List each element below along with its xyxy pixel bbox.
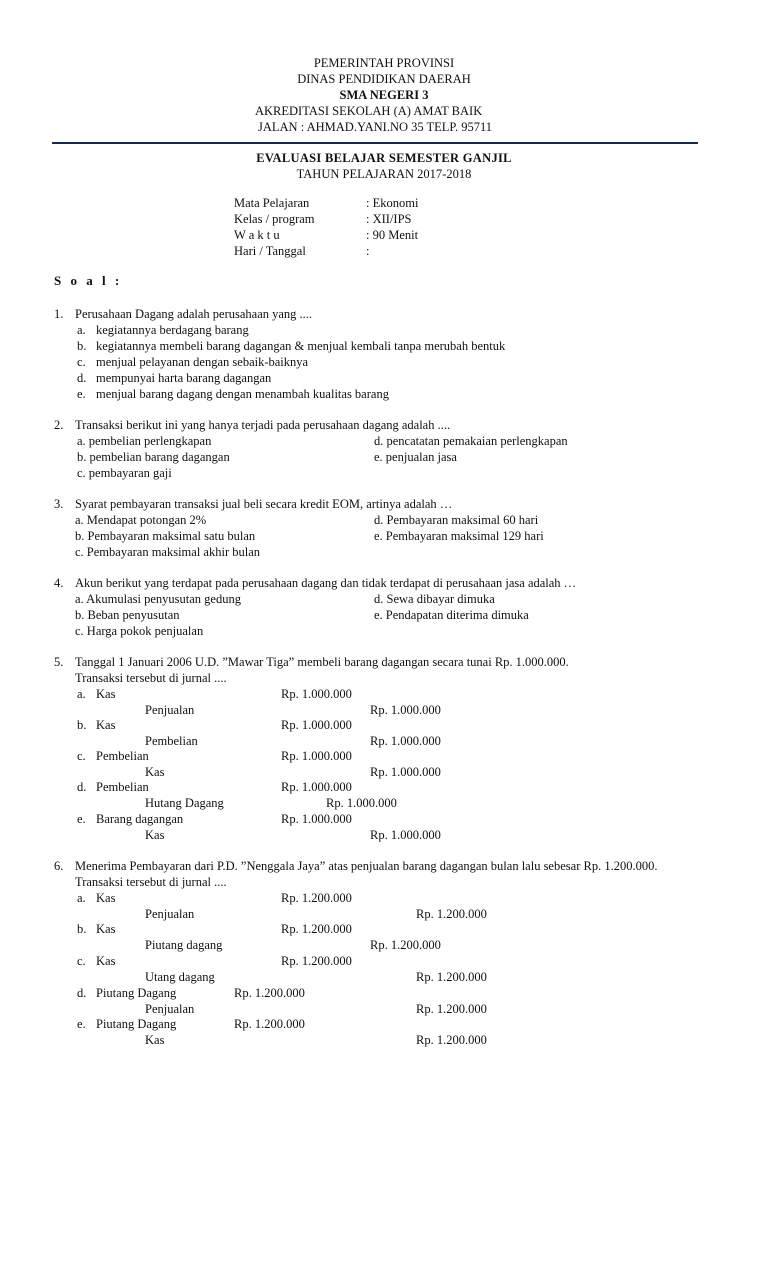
option-letter: a. (77, 323, 86, 337)
journal-credit-amount: Rp. 1.200.000 (416, 970, 487, 984)
option-letter: e. (77, 1017, 86, 1031)
option-letter: c. (77, 749, 86, 763)
option-letter: d. (77, 986, 87, 1000)
question-text: Syarat pembayaran transaksi jual beli secara kredit EOM, artinya adalah … (75, 497, 453, 511)
option-b: b. Beban penyusutan (75, 608, 180, 622)
option-text: kegiatannya membeli barang dagangan & menjual kembali tanpa merubah bentuk (96, 339, 506, 353)
option-b: b. pembelian barang dagangan (77, 450, 230, 464)
question-number: 6. (54, 859, 64, 873)
option-letter: b. (77, 718, 87, 732)
journal-credit-account: Hutang Dagang (145, 796, 224, 810)
soal-heading: S o a l : (54, 273, 123, 288)
exam-title: EVALUASI BELAJAR SEMESTER GANJIL (256, 151, 512, 165)
header-school-name: SMA NEGERI 3 (339, 88, 429, 102)
option-c: c. Pembayaran maksimal akhir bulan (75, 545, 261, 559)
info-label: Kelas / program (234, 212, 315, 226)
journal-debit-account: Piutang Dagang (96, 986, 177, 1000)
journal-debit-account: Kas (96, 954, 116, 968)
info-value: : Ekonomi (366, 196, 419, 210)
journal-debit-amount: Rp. 1.200.000 (281, 922, 352, 936)
option-letter: e. (77, 812, 86, 826)
journal-credit-account: Utang dagang (145, 970, 215, 984)
journal-credit-amount: Rp. 1.000.000 (370, 828, 441, 842)
question-text-line2: Transaksi tersebut di jurnal .... (75, 671, 227, 685)
journal-credit-account: Kas (145, 765, 165, 779)
info-label: Mata Pelajaran (234, 196, 310, 210)
option-e: e. Pembayaran maksimal 129 hari (374, 529, 544, 543)
journal-debit-amount: Rp. 1.000.000 (281, 812, 352, 826)
option-b: b. Pembayaran maksimal satu bulan (75, 529, 256, 543)
question-text-line2: Transaksi tersebut di jurnal .... (75, 875, 227, 889)
option-letter: e. (77, 387, 86, 401)
header-address: JALAN : AHMAD.YANI.NO 35 TELP. 95711 (258, 120, 493, 134)
question-number: 5. (54, 655, 64, 669)
question-text: Akun berikut yang terdapat pada perusahaan dagang dan tidak terdapat di perusahaan jasa adalah … (75, 576, 577, 590)
journal-debit-amount: Rp. 1.200.000 (234, 986, 305, 1000)
journal-credit-amount: Rp. 1.000.000 (370, 765, 441, 779)
option-letter: c. (77, 355, 86, 369)
journal-debit-account: Kas (96, 718, 116, 732)
journal-credit-account: Penjualan (145, 1002, 195, 1016)
question-number: 3. (54, 497, 64, 511)
option-e: e. penjualan jasa (374, 450, 457, 464)
question-text: Tanggal 1 Januari 2006 U.D. ”Mawar Tiga” membeli barang dagangan secara tunai Rp. 1.000.000. (75, 655, 569, 669)
option-a: a. Mendapat potongan 2% (75, 513, 207, 527)
option-d: d. pencatatan pemakaian perlengkapan (374, 434, 568, 448)
journal-credit-amount: Rp. 1.200.000 (416, 1002, 487, 1016)
info-label: W a k t u (234, 228, 280, 242)
question-text: Menerima Pembayaran dari P.D. ”Nenggala Jaya” atas penjualan barang dagangan bulan lalu sebesar Rp. 1.200.000. (75, 859, 658, 873)
journal-debit-amount: Rp. 1.200.000 (281, 954, 352, 968)
option-letter: b. (77, 922, 87, 936)
info-label: Hari / Tanggal (234, 244, 306, 258)
journal-debit-account: Kas (96, 891, 116, 905)
journal-debit-account: Barang dagangan (96, 812, 184, 826)
info-value: : (366, 244, 370, 258)
option-letter: d. (77, 780, 87, 794)
question-text: Transaksi berikut ini yang hanya terjadi pada perusahaan dagang adalah .... (75, 418, 451, 432)
exam-year: TAHUN PELAJARAN 2017-2018 (296, 167, 472, 181)
option-text: kegiatannya berdagang barang (96, 323, 249, 337)
journal-credit-account: Penjualan (145, 907, 195, 921)
journal-debit-amount: Rp. 1.200.000 (281, 891, 352, 905)
journal-credit-amount: Rp. 1.000.000 (370, 734, 441, 748)
journal-credit-amount: Rp. 1.200.000 (416, 907, 487, 921)
option-letter: b. (77, 339, 87, 353)
info-value: : XII/IPS (366, 212, 412, 226)
journal-debit-account: Pembelian (96, 749, 149, 763)
option-c: c. Harga pokok penjualan (75, 624, 204, 638)
journal-debit-account: Kas (96, 922, 116, 936)
option-a: a. pembelian perlengkapan (77, 434, 212, 448)
option-a: a. Akumulasi penyusutan gedung (75, 592, 241, 606)
journal-credit-amount: Rp. 1.000.000 (326, 796, 397, 810)
option-text: menjual barang dagang dengan menambah kualitas barang (96, 387, 389, 401)
option-e: e. Pendapatan diterima dimuka (374, 608, 529, 622)
option-text: mempunyai harta barang dagangan (96, 371, 272, 385)
info-value: : 90 Menit (366, 228, 419, 242)
header-line-province: PEMERINTAH PROVINSI (313, 56, 455, 70)
journal-credit-amount: Rp. 1.000.000 (370, 703, 441, 717)
journal-credit-account: Pembelian (145, 734, 198, 748)
journal-debit-account: Kas (96, 687, 116, 701)
question-text: Perusahaan Dagang adalah perusahaan yang .... (75, 307, 313, 321)
journal-credit-amount: Rp. 1.200.000 (416, 1033, 487, 1047)
option-letter: c. (77, 954, 86, 968)
journal-debit-account: Pembelian (96, 780, 149, 794)
journal-debit-amount: Rp. 1.000.000 (281, 749, 352, 763)
journal-debit-account: Piutang Dagang (96, 1017, 177, 1031)
journal-credit-account: Kas (145, 1033, 165, 1047)
option-letter: d. (77, 371, 87, 385)
journal-debit-amount: Rp. 1.000.000 (281, 687, 352, 701)
journal-credit-amount: Rp. 1.200.000 (370, 938, 441, 952)
question-number: 4. (54, 576, 64, 590)
header-divider (52, 142, 698, 144)
journal-credit-account: Piutang dagang (145, 938, 223, 952)
journal-credit-account: Penjualan (145, 703, 195, 717)
journal-credit-account: Kas (145, 828, 165, 842)
option-c: c. pembayaran gaji (77, 466, 172, 480)
question-number: 1. (54, 307, 64, 321)
option-d: d. Sewa dibayar dimuka (374, 592, 495, 606)
option-text: menjual pelayanan dengan sebaik-baiknya (96, 355, 309, 369)
journal-debit-amount: Rp. 1.000.000 (281, 718, 352, 732)
option-letter: a. (77, 891, 86, 905)
option-d: d. Pembayaran maksimal 60 hari (374, 513, 539, 527)
header-line-department: DINAS PENDIDIKAN DAERAH (297, 72, 471, 86)
journal-debit-amount: Rp. 1.000.000 (281, 780, 352, 794)
journal-debit-amount: Rp. 1.200.000 (234, 1017, 305, 1031)
header-accreditation: AKREDITASI SEKOLAH (A) AMAT BAIK (255, 104, 483, 118)
option-letter: a. (77, 687, 86, 701)
question-number: 2. (54, 418, 64, 432)
